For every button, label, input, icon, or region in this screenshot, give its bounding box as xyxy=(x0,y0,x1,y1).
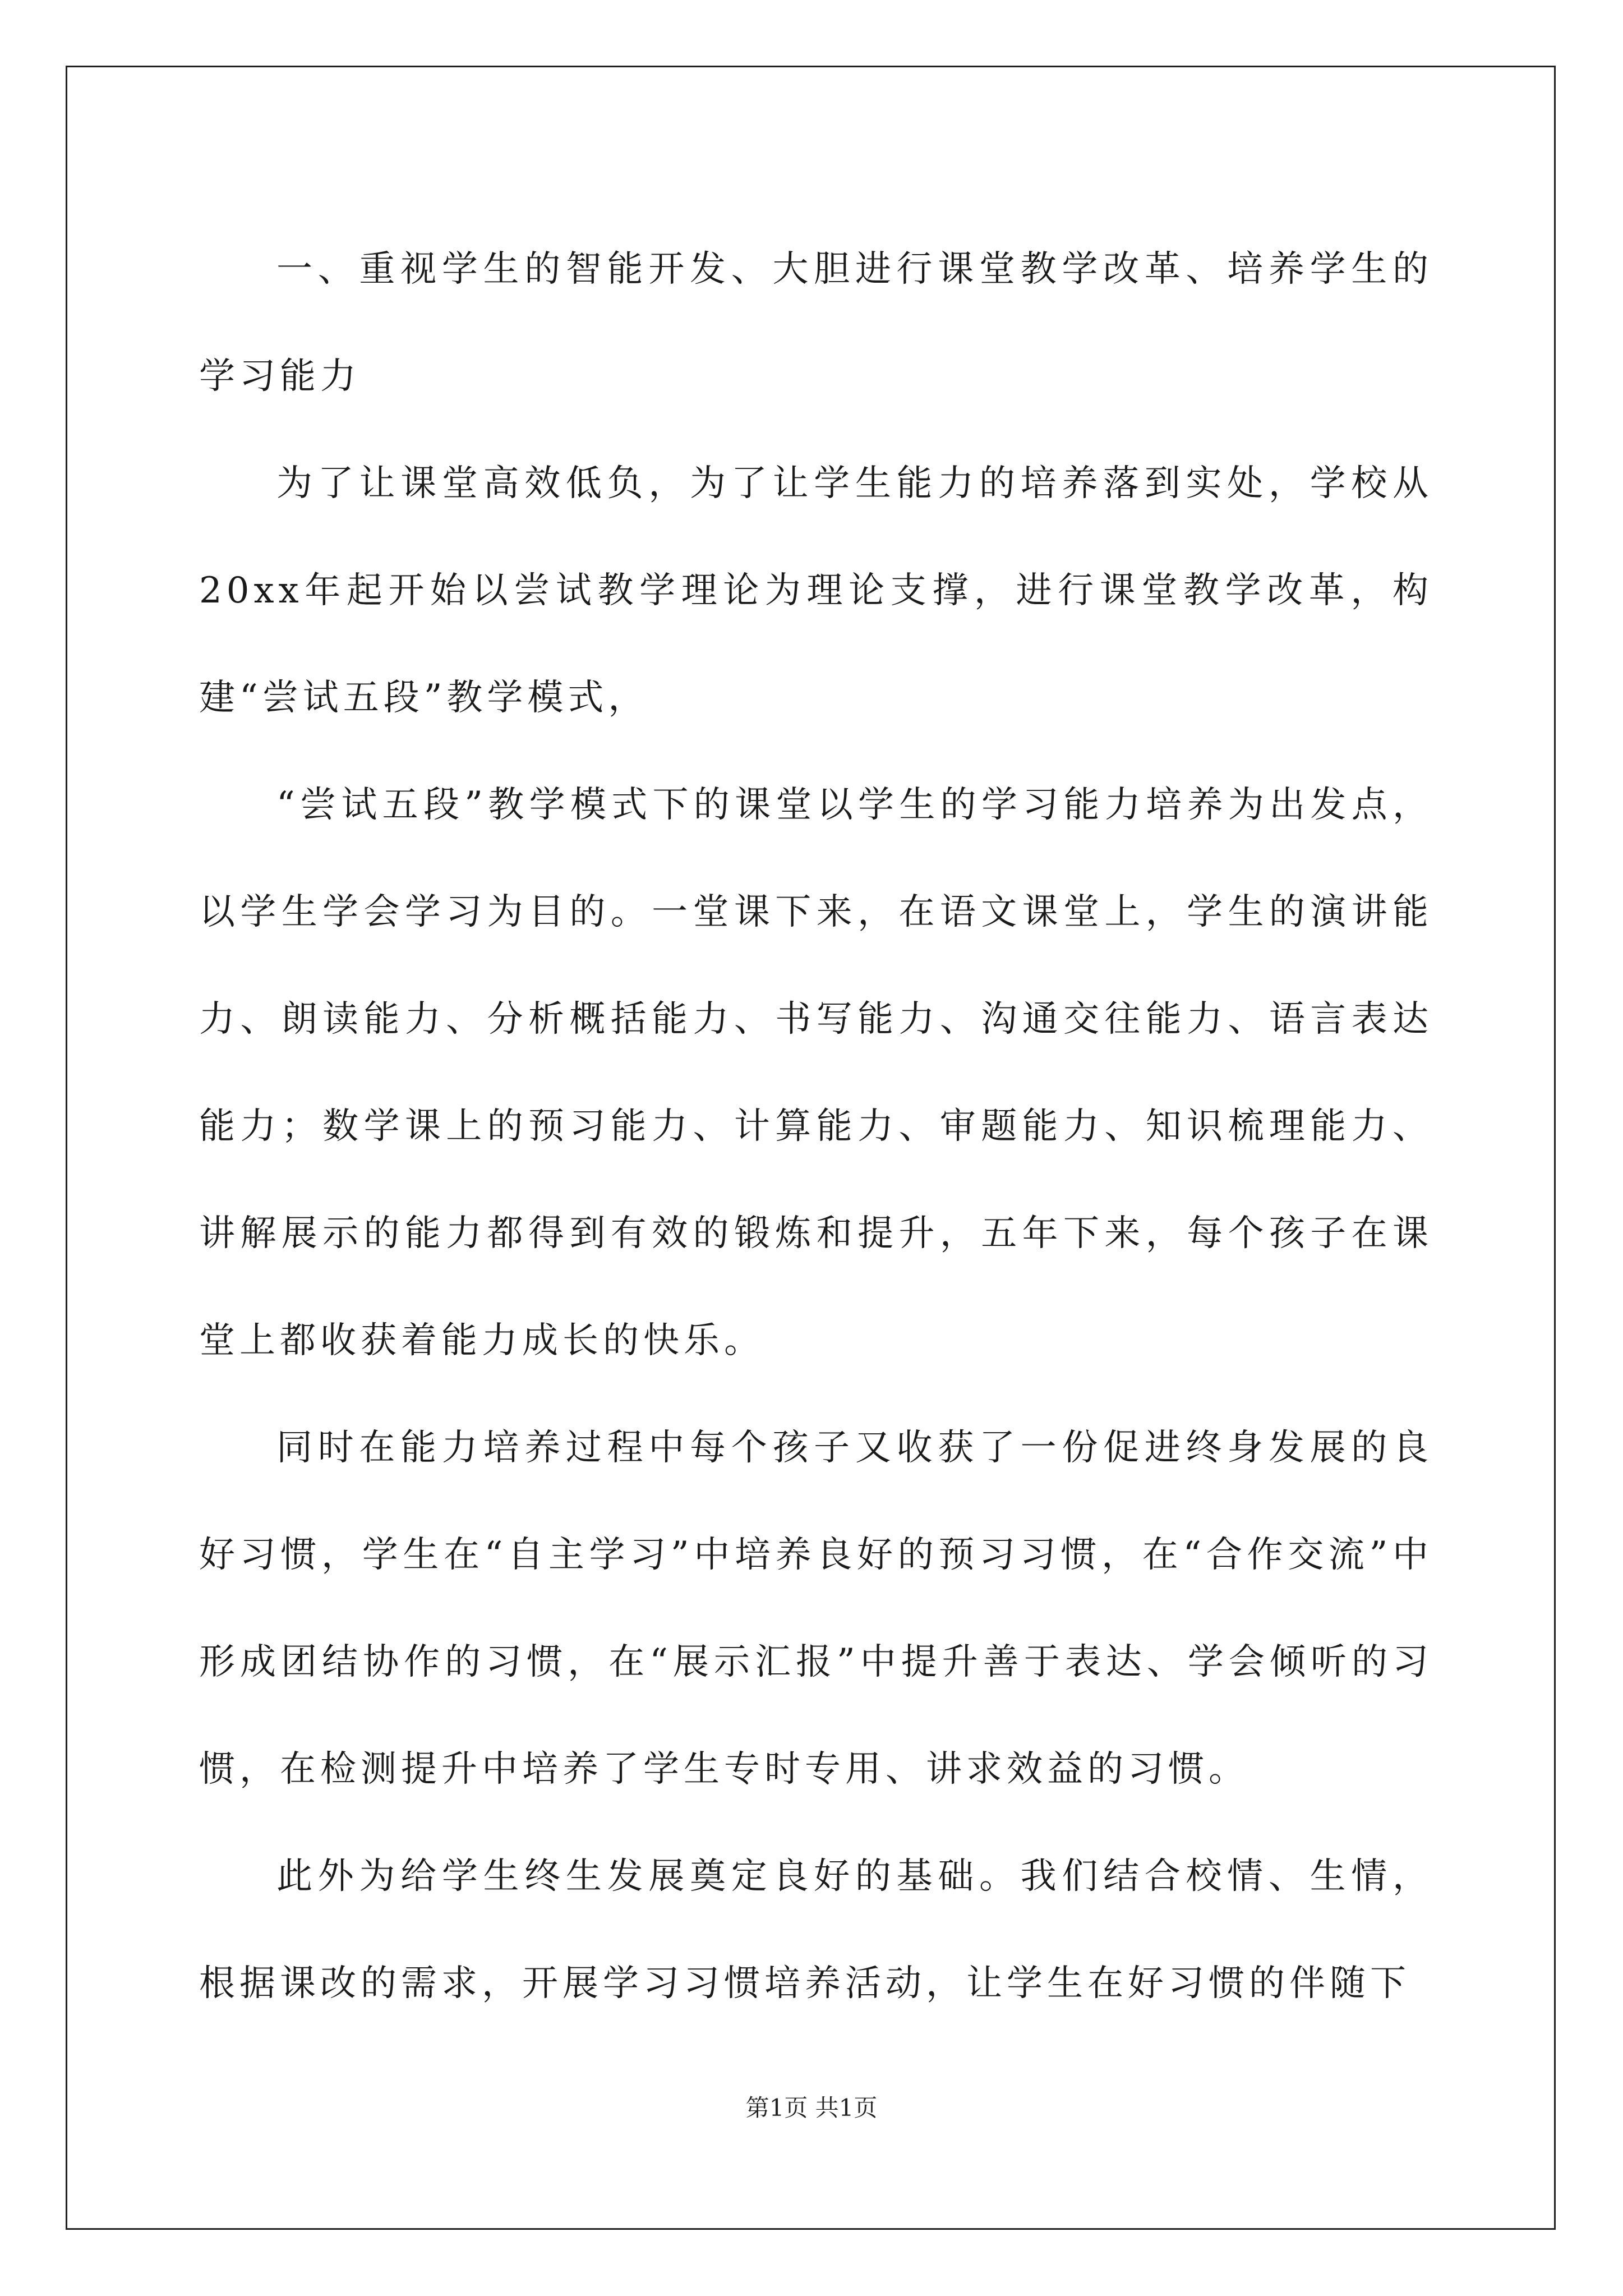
page-number-footer: 第1页 共1页 xyxy=(745,2094,878,2122)
paragraph: 为了让课堂高效低负，为了让学生能力的培养落到实处，学校从20xx年起开始以尝试教学理论为理论支撑，进行课堂教学改革，构建“尝试五段”教学模式， xyxy=(199,463,1433,719)
paragraph: 同时在能力培养过程中每个孩子又收获了一份促进终身发展的良好习惯，学生在“自主学习”中培养良好的预习习惯，在“合作交流”中形成团结协作的习惯，在“展示汇报”中提升善于表达、学会倾听的习惯，在检测提升中培养了学生专时专用、讲求效益的习惯。 xyxy=(199,1427,1433,1790)
paragraph: “尝试五段”教学模式下的课堂以学生的学习能力培养为出发点，以学生学会学习为目的。一堂课下来，在语文课堂上，学生的演讲能力、朗读能力、分析概括能力、书写能力、沟通交往能力、语言表达能力；数学课上的预习能力、计算能力、审题能力、知识梳理能力、讲解展示的能力都得到有效的锻炼和提升，五年下来，每个孩子在课堂上都收获着能力成长的快乐。 xyxy=(199,784,1433,1361)
paragraph-heading: 一、重视学生的智能开发、大胆进行课堂教学改革、培养学生的学习能力 xyxy=(199,249,1433,397)
paragraph: 此外为给学生终生发展奠定良好的基础。我们结合校情、生情，根据课改的需求，开展学习习惯培养活动，让学生在好习惯的伴随下 xyxy=(199,1856,1433,2004)
document-body xyxy=(199,216,1433,2037)
